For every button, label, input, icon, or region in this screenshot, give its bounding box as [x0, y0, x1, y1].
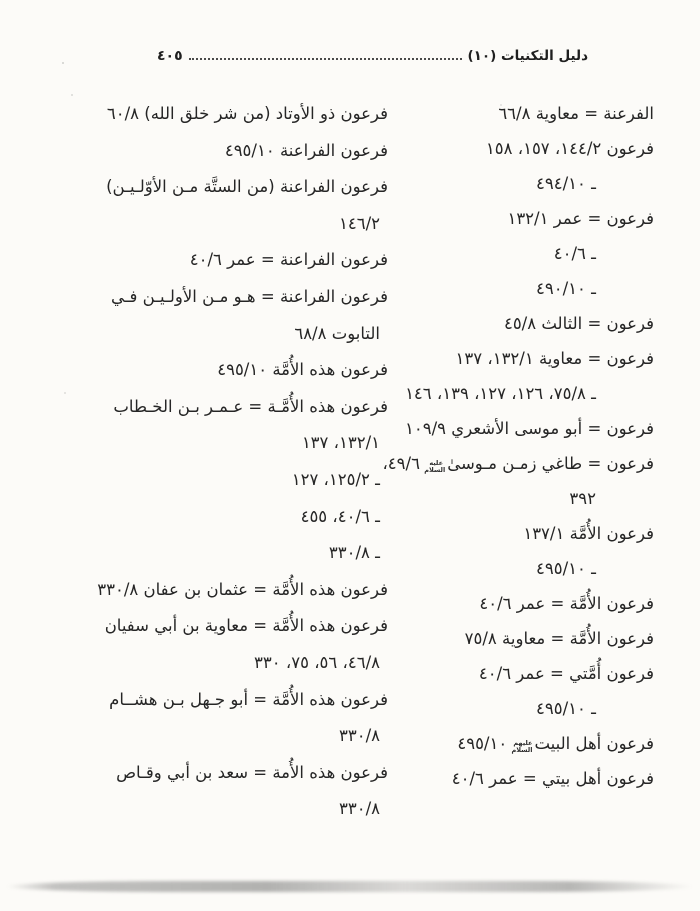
scan-shadow-artifact [6, 881, 694, 892]
index-entry-line: فرعون هذه الأُمَّة ٤٩٥/١٠ [217, 360, 388, 380]
index-entry-refs: ٤٩٥/١٠ [457, 734, 513, 753]
index-entry-line: ٤٦/٨، ٥٦، ٧٥، ٣٣٠ [254, 652, 380, 672]
index-entry-line: فرعون ذو الأوتاد (من شر خلق الله) ٦٠/٨ [106, 104, 388, 123]
index-entry-refs: ٤٩/٦، [382, 454, 426, 473]
index-entry-line: ١٤٦/٢ [338, 213, 380, 233]
index-entry-line: التابوت ٦٨/٨ [294, 323, 380, 343]
index-entry-line: فرعون هذه الأُمَّة = عثمان بن عفان ٣٣٠/٨ [97, 579, 388, 599]
index-entry-line: فرعون = أبو موسى الأشعري ١٠٩/٩ [405, 419, 654, 438]
index-entry-line: فرعون = الثالث ٤٥/٨ [503, 314, 654, 333]
index-entry-line: ٣٣٠/٨ [338, 726, 380, 746]
index-entry-line: فرعون الفراعنة = عمر ٤٠/٦ [189, 250, 388, 270]
index-entry-line: ـ ٤٠/٦، ٤٥٥ [300, 506, 380, 526]
index-column-right [382, 96, 654, 796]
index-entry-line: فرعون الأُمَّة = معاوية ٧٥/٨ [464, 629, 654, 648]
scan-noise-specks [62, 62, 64, 64]
page-number: ٤٠٥ [157, 48, 183, 64]
index-entry-line: ـ ٤٠/٦ [553, 244, 596, 263]
index-entry-line: فرعون أهل بيتي = عمر ٤٠/٦ [451, 769, 654, 788]
index-entry-line: فرعون ١٤٤/٢، ١٥٧، ١٥٨ [485, 139, 654, 158]
index-entry-line: ـ ٤٩٤/١٠ [536, 174, 596, 193]
index-entry-line: ـ ١٢٥/٢، ١٢٧ [291, 469, 380, 489]
index-entry-line: فرعون هذه الأُمَّة = أبو جـهل بـن هشــام [109, 689, 388, 709]
dotted-leader [189, 58, 462, 60]
index-column-left [88, 96, 388, 828]
index-entry-line: ـ ٤٩٥/١٠ [536, 699, 596, 718]
index-entry-line: ـ ٤٩٥/١٠ [536, 559, 596, 578]
index-entry-line [392, 726, 654, 761]
index-entry-line: ٣٩٢ [569, 489, 596, 508]
index-entry-line: فرعون = عمر ١٣٢/١ [507, 209, 654, 228]
index-entry-line: ـ ٤٩٠/١٠ [536, 279, 596, 298]
index-entry-line: فرعون الفراعنة = هـو مـن الأولـيـن فـي [110, 286, 388, 306]
index-entry-line: فرعون هذه الأُمَّة = معاوية بن أبي سفيان [104, 616, 388, 636]
running-title: دليل التكنيات (١٠) [467, 48, 588, 64]
index-entry-line: ١٣٢/١، ١٣٧ [301, 433, 380, 453]
index-entry-line: فرعون هذه الأُمة = سعد بن أبي وقـاص [116, 762, 388, 782]
page-header [157, 48, 588, 64]
index-entry-line: ـ ٣٣٠/٨ [328, 543, 380, 563]
index-entry-line: فرعون أُمَّتي = عمر ٤٠/٦ [478, 664, 654, 683]
index-entry-text: فرعون = طاغي زمـن مـوسىٰ [447, 454, 654, 473]
index-entry-line [382, 446, 654, 481]
index-entry-line: فرعون الأُمَّة ١٣٧/١ [523, 524, 654, 543]
index-entry-line: فرعون الأُمَّة = عمر ٤٠/٦ [479, 594, 654, 613]
index-entry-line: ـ ٧٥/٨، ١٢٦، ١٢٧، ١٣٩، ١٤٦ [405, 384, 596, 403]
index-entry-line: فرعون الفراعنة ٤٩٥/١٠ [224, 140, 388, 160]
index-entry-line: فرعون = معاوية ١٣٢/١، ١٣٧ [455, 349, 654, 368]
index-entry-line: ٣٣٠/٨ [338, 799, 380, 819]
index-entry-line: فرعون هذه الأُمَّـة = عـمـر بـن الخـطاب [113, 396, 388, 416]
honorific-calligraphy-symbol: عليهم السلام [511, 739, 533, 754]
index-entry-line: الفرعنة = معاوية ٦٦/٨ [498, 104, 654, 123]
index-entry-text: فرعون أهل البيت [534, 734, 654, 753]
honorific-calligraphy-symbol: عليه السلام [424, 459, 446, 474]
index-entry-line: فرعون الفراعنة (من الستَّة مـن الأوّلـيـن) [106, 177, 388, 197]
